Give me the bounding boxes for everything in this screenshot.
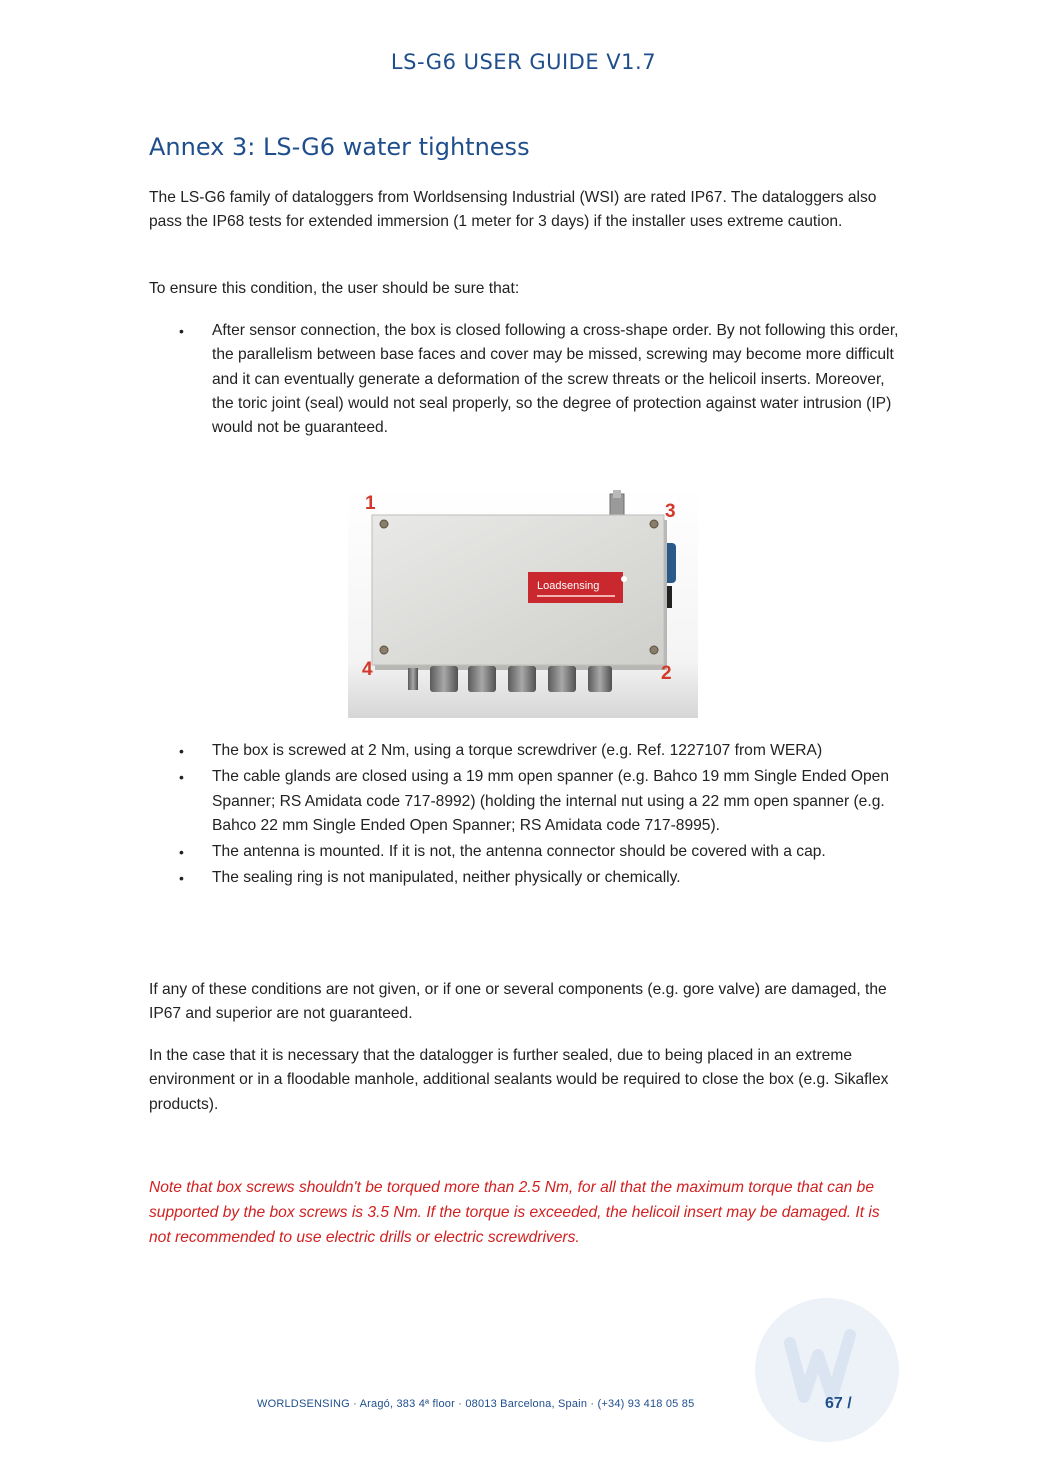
- figure-label-2: 2: [661, 663, 672, 684]
- bullet-list-top: [149, 319, 901, 440]
- worldsensing-watermark-logo: [752, 1295, 902, 1445]
- list-item: • The cable glands are closed using a 19 mm open spanner (e.g. Bahco 19 mm Single Ended Open Spanner; RS Amidata code 717-8992) (holding the internal nut using a 22 mm open spanner (e.g. Bahco 22 mm Single Ended Open Spanner; RS Amidata code 717-8995).: [149, 765, 901, 838]
- conditions-paragraph: If any of these conditions are not given, or if one or several components (e.g. gore valve) are damaged, the IP67 and superior are not guaranteed.: [149, 981, 887, 1023]
- figure-label-1: 1: [365, 493, 376, 514]
- list-item: • The box is screwed at 2 Nm, using a torque screwdriver (e.g. Ref. 1227107 from WERA): [149, 739, 901, 763]
- figure-label-3: 3: [665, 501, 676, 522]
- logo-text: Loadsensing: [537, 580, 600, 592]
- section-title: Annex 3: LS-G6 water tightness: [149, 133, 530, 161]
- bullet-list-bottom: [149, 739, 901, 893]
- datalogger-box-illustration: [348, 488, 698, 718]
- condition-paragraph: To ensure this condition, the user should be sure that:: [149, 280, 520, 297]
- figure-label-4: 4: [362, 659, 373, 680]
- torque-warning-note: Note that box screws shouldn't be torqued more than 2.5 Nm, for all that the maximum torque that can be supported by the box screws is 3.5 Nm. If the torque is exceeded, the helicoil insert may be damaged. It is not recommended to use electric drills or electric screwdrivers.: [149, 1179, 880, 1246]
- page-number: 67 /: [825, 1395, 852, 1412]
- document-header-title: LS-G6 USER GUIDE V1.7: [390, 50, 657, 74]
- datalogger-figure: [348, 488, 698, 718]
- list-item: • After sensor connection, the box is closed following a cross-shape order. By not following this order, the parallelism between base faces and cover may be missed, screwing may become more difficult and it can eventually generate a deformation of the screw threats or the helicoil inserts. Moreover, the toric joint (seal) would not seal properly, so the degree of protection against water intrusion (IP) would not be guaranteed.: [149, 319, 901, 440]
- intro-paragraph: The LS-G6 family of dataloggers from Worldsensing Industrial (WSI) are rated IP67. The dataloggers also pass the IP68 tests for extended immersion (1 meter for 3 days) if the installer uses extreme caution.: [149, 189, 877, 231]
- list-item: • The antenna is mounted. If it is not, the antenna connector should be covered with a cap.: [149, 840, 901, 864]
- list-item: • The sealing ring is not manipulated, neither physically or chemically.: [149, 866, 901, 890]
- sealant-paragraph: In the case that it is necessary that the datalogger is further sealed, due to being placed in an extreme environment or in a floodable manhole, additional sealants would be required to close the box (e.g. Sikaflex products).: [149, 1047, 889, 1113]
- footer-address: WORLDSENSING · Aragó, 383 4ª floor · 08013 Barcelona, Spain · (+34) 93 418 05 85: [257, 1398, 695, 1410]
